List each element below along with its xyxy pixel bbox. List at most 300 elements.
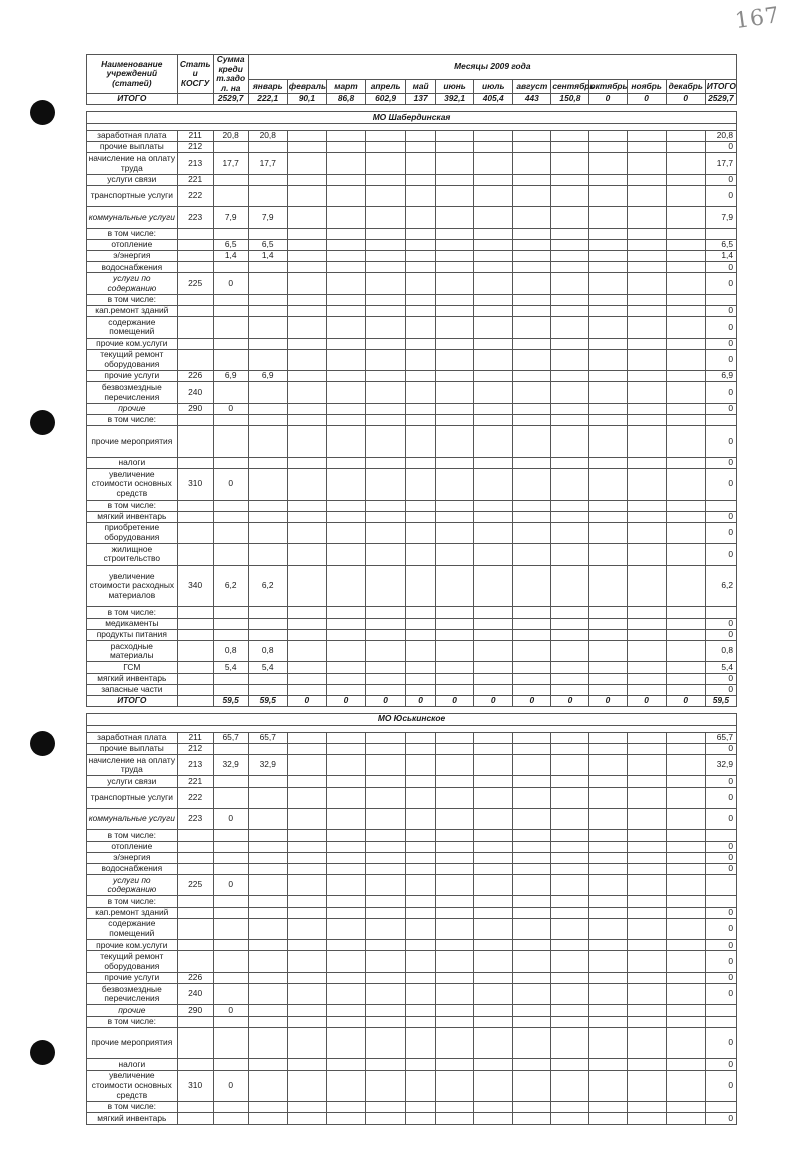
row-month-empty	[666, 830, 705, 841]
row-name: заработная плата	[87, 130, 178, 141]
row-month-empty	[666, 185, 705, 206]
row-month-empty	[406, 841, 436, 852]
table-row	[87, 371, 737, 382]
row-month-empty	[366, 629, 406, 640]
row-month-empty	[666, 294, 705, 305]
row-month-empty	[627, 294, 666, 305]
table-row	[87, 662, 737, 673]
row-month-empty	[406, 273, 436, 294]
section-total-month: 0	[627, 695, 666, 706]
spacer-row	[87, 725, 737, 732]
row-total: 0	[705, 673, 736, 684]
row-code: 222	[177, 185, 213, 206]
row-month-empty	[406, 896, 436, 907]
row-month-empty	[551, 754, 589, 775]
month-header: январь	[248, 80, 287, 94]
table-row	[87, 273, 737, 294]
punch-hole	[30, 410, 55, 435]
table-row	[87, 403, 737, 414]
row-month-empty	[326, 207, 365, 228]
row-month-empty	[287, 1113, 326, 1124]
row-month-empty	[474, 907, 513, 918]
row-total: 0,8	[705, 641, 736, 662]
row-month-empty	[627, 228, 666, 239]
row-month-empty	[474, 371, 513, 382]
table-row	[87, 522, 737, 543]
row-month-empty	[513, 875, 551, 896]
row-jan	[248, 896, 287, 907]
row-month-empty	[589, 1027, 627, 1059]
row-month-empty	[513, 607, 551, 618]
row-month-empty	[513, 522, 551, 543]
row-month-empty	[436, 863, 474, 874]
row-month-empty	[366, 808, 406, 829]
row-debt: 5,4	[213, 662, 248, 673]
row-month-empty	[287, 468, 326, 500]
row-month-empty	[627, 565, 666, 607]
row-debt: 6,2	[213, 565, 248, 607]
row-month-empty	[474, 273, 513, 294]
row-month-empty	[627, 511, 666, 522]
row-month-empty	[366, 830, 406, 841]
row-month-empty	[551, 457, 589, 468]
row-month-empty	[326, 662, 365, 673]
row-name: транспортные услуги	[87, 185, 178, 206]
row-total: 0	[705, 684, 736, 695]
row-month-empty	[627, 544, 666, 565]
row-month-empty	[589, 940, 627, 951]
row-month-empty	[666, 468, 705, 500]
row-jan	[248, 185, 287, 206]
row-month-empty	[513, 403, 551, 414]
section-total-label: ИТОГО	[87, 695, 178, 706]
row-month-empty	[513, 732, 551, 743]
row-total: 1,4	[705, 251, 736, 262]
row-code	[177, 684, 213, 695]
row-month-empty	[326, 251, 365, 262]
row-jan	[248, 607, 287, 618]
row-code	[177, 511, 213, 522]
row-total: 0	[705, 142, 736, 153]
row-month-empty	[666, 565, 705, 607]
row-name: налоги	[87, 457, 178, 468]
month-header: август	[513, 80, 551, 94]
row-total: 65,7	[705, 732, 736, 743]
row-month-empty	[326, 1070, 365, 1102]
row-month-empty	[666, 338, 705, 349]
row-jan	[248, 1102, 287, 1113]
row-month-empty	[366, 918, 406, 939]
row-month-empty	[551, 618, 589, 629]
row-month-empty	[551, 875, 589, 896]
row-name: текущий ремонт оборудования	[87, 349, 178, 370]
row-name: мягкий инвентарь	[87, 511, 178, 522]
row-month-empty	[366, 273, 406, 294]
row-code	[177, 426, 213, 458]
grand-total-month: 222,1	[248, 94, 287, 105]
row-month-empty	[287, 863, 326, 874]
row-month-empty	[627, 338, 666, 349]
row-month-empty	[666, 403, 705, 414]
row-jan	[248, 1016, 287, 1027]
row-debt: 0,8	[213, 641, 248, 662]
row-month-empty	[287, 673, 326, 684]
row-debt	[213, 349, 248, 370]
row-month-empty	[436, 875, 474, 896]
row-month-empty	[287, 273, 326, 294]
row-month-empty	[589, 294, 627, 305]
row-month-empty	[589, 1113, 627, 1124]
spacer-row	[87, 123, 737, 130]
row-month-empty	[513, 228, 551, 239]
row-month-empty	[287, 918, 326, 939]
row-total: 0	[705, 317, 736, 338]
row-code	[177, 251, 213, 262]
table-row	[87, 1016, 737, 1027]
row-month-empty	[513, 457, 551, 468]
row-month-empty	[627, 743, 666, 754]
row-month-empty	[406, 1102, 436, 1113]
row-month-empty	[406, 852, 436, 863]
row-month-empty	[287, 349, 326, 370]
row-name: приобретение оборудования	[87, 522, 178, 543]
row-total: 0	[705, 918, 736, 939]
row-month-empty	[589, 382, 627, 403]
row-month-empty	[406, 522, 436, 543]
budget-table	[86, 54, 737, 1125]
row-month-empty	[366, 185, 406, 206]
row-debt: 32,9	[213, 754, 248, 775]
row-month-empty	[474, 743, 513, 754]
row-month-empty	[513, 565, 551, 607]
table-row	[87, 629, 737, 640]
row-month-empty	[326, 544, 365, 565]
row-month-empty	[326, 684, 365, 695]
row-debt	[213, 863, 248, 874]
row-jan	[248, 511, 287, 522]
row-month-empty	[436, 776, 474, 787]
row-code: 290	[177, 1005, 213, 1016]
row-month-empty	[666, 207, 705, 228]
row-month-empty	[551, 841, 589, 852]
row-code	[177, 830, 213, 841]
section-total-month: 0	[551, 695, 589, 706]
row-code	[177, 618, 213, 629]
month-header: октябрь	[589, 80, 627, 94]
row-month-empty	[666, 983, 705, 1004]
row-month-empty	[436, 830, 474, 841]
row-month-empty	[366, 684, 406, 695]
row-month-empty	[513, 426, 551, 458]
row-name: прочие мероприятия	[87, 1027, 178, 1059]
table-row	[87, 1005, 737, 1016]
row-jan	[248, 629, 287, 640]
row-name: услуги связи	[87, 776, 178, 787]
row-month-empty	[406, 1059, 436, 1070]
row-month-empty	[627, 940, 666, 951]
table-row	[87, 918, 737, 939]
row-month-empty	[551, 426, 589, 458]
row-code	[177, 1102, 213, 1113]
row-month-empty	[627, 618, 666, 629]
row-month-empty	[406, 142, 436, 153]
row-month-empty	[406, 174, 436, 185]
row-month-empty	[474, 153, 513, 174]
row-month-empty	[589, 251, 627, 262]
row-month-empty	[436, 983, 474, 1004]
table-row	[87, 673, 737, 684]
row-month-empty	[326, 273, 365, 294]
row-debt: 0	[213, 875, 248, 896]
row-month-empty	[551, 673, 589, 684]
row-month-empty	[366, 1113, 406, 1124]
row-month-empty	[551, 468, 589, 500]
row-total: 0	[705, 403, 736, 414]
row-month-empty	[666, 618, 705, 629]
row-name: начисление на оплату труда	[87, 153, 178, 174]
row-month-empty	[589, 349, 627, 370]
row-name: прочие ком.услуги	[87, 338, 178, 349]
row-jan	[248, 349, 287, 370]
row-month-empty	[287, 174, 326, 185]
row-total: 0	[705, 1070, 736, 1102]
row-month-empty	[666, 511, 705, 522]
row-month-empty	[627, 174, 666, 185]
row-total: 0	[705, 457, 736, 468]
row-month-empty	[513, 852, 551, 863]
row-month-empty	[326, 875, 365, 896]
row-debt	[213, 607, 248, 618]
row-month-empty	[366, 1005, 406, 1016]
row-month-empty	[513, 306, 551, 317]
row-total: 5,4	[705, 662, 736, 673]
table-row	[87, 776, 737, 787]
row-month-empty	[513, 618, 551, 629]
row-month-empty	[436, 618, 474, 629]
row-month-empty	[666, 641, 705, 662]
row-month-empty	[326, 500, 365, 511]
row-month-empty	[436, 207, 474, 228]
row-debt	[213, 983, 248, 1004]
table-row	[87, 457, 737, 468]
row-jan	[248, 382, 287, 403]
month-header: март	[326, 80, 365, 94]
row-month-empty	[627, 468, 666, 500]
row-debt	[213, 918, 248, 939]
row-debt	[213, 972, 248, 983]
row-debt: 7,9	[213, 207, 248, 228]
section-total-month: 0	[513, 695, 551, 706]
grand-total-month: 0	[589, 94, 627, 105]
row-month-empty	[513, 684, 551, 695]
row-name: мягкий инвентарь	[87, 1113, 178, 1124]
row-month-empty	[366, 787, 406, 808]
table-row	[87, 382, 737, 403]
row-month-empty	[436, 1102, 474, 1113]
row-month-empty	[513, 863, 551, 874]
row-month-empty	[406, 863, 436, 874]
row-jan	[248, 338, 287, 349]
row-code: 211	[177, 732, 213, 743]
row-month-empty	[474, 349, 513, 370]
row-debt: 0	[213, 468, 248, 500]
row-month-empty	[287, 830, 326, 841]
row-month-empty	[513, 1070, 551, 1102]
section-total-month: 59,5	[705, 695, 736, 706]
row-month-empty	[589, 565, 627, 607]
row-code: 226	[177, 371, 213, 382]
row-month-empty	[551, 852, 589, 863]
row-month-empty	[589, 544, 627, 565]
row-month-empty	[513, 629, 551, 640]
row-total: 0	[705, 262, 736, 273]
table-row	[87, 1070, 737, 1102]
table-row	[87, 142, 737, 153]
row-month-empty	[474, 403, 513, 414]
row-month-empty	[666, 1113, 705, 1124]
row-month-empty	[287, 382, 326, 403]
row-month-empty	[406, 684, 436, 695]
table-row	[87, 500, 737, 511]
row-month-empty	[589, 306, 627, 317]
row-month-empty	[287, 607, 326, 618]
month-header: ИТОГО	[705, 80, 736, 94]
row-debt	[213, 907, 248, 918]
row-month-empty	[287, 228, 326, 239]
row-debt	[213, 940, 248, 951]
row-month-empty	[287, 776, 326, 787]
table-row	[87, 1027, 737, 1059]
row-month-empty	[326, 863, 365, 874]
row-month-empty	[474, 457, 513, 468]
row-jan	[248, 918, 287, 939]
table-row	[87, 684, 737, 695]
row-month-empty	[666, 684, 705, 695]
row-month-empty	[366, 607, 406, 618]
row-month-empty	[474, 262, 513, 273]
row-month-empty	[366, 414, 406, 425]
row-code	[177, 1113, 213, 1124]
row-month-empty	[589, 338, 627, 349]
row-debt: 0	[213, 808, 248, 829]
row-debt	[213, 743, 248, 754]
row-month-empty	[666, 918, 705, 939]
row-name: прочие ком.услуги	[87, 940, 178, 951]
row-month-empty	[436, 852, 474, 863]
row-month-empty	[406, 251, 436, 262]
row-month-empty	[666, 776, 705, 787]
row-month-empty	[436, 185, 474, 206]
month-header: ноябрь	[627, 80, 666, 94]
row-month-empty	[287, 1102, 326, 1113]
row-month-empty	[627, 500, 666, 511]
row-month-empty	[666, 907, 705, 918]
row-month-empty	[436, 174, 474, 185]
row-month-empty	[513, 896, 551, 907]
row-code	[177, 841, 213, 852]
row-month-empty	[551, 228, 589, 239]
row-month-empty	[551, 918, 589, 939]
row-month-empty	[326, 852, 365, 863]
row-code	[177, 317, 213, 338]
row-month-empty	[513, 500, 551, 511]
row-month-empty	[513, 511, 551, 522]
row-month-empty	[474, 830, 513, 841]
row-month-empty	[366, 251, 406, 262]
table-row	[87, 565, 737, 607]
row-month-empty	[406, 414, 436, 425]
row-month-empty	[589, 228, 627, 239]
row-month-empty	[406, 500, 436, 511]
row-month-empty	[474, 522, 513, 543]
row-name: прочие выплаты	[87, 142, 178, 153]
row-month-empty	[474, 673, 513, 684]
row-month-empty	[287, 852, 326, 863]
row-code: 340	[177, 565, 213, 607]
section-total-month: 59,5	[248, 695, 287, 706]
row-month-empty	[366, 732, 406, 743]
row-month-empty	[666, 951, 705, 972]
row-month-empty	[326, 239, 365, 250]
row-month-empty	[474, 754, 513, 775]
row-month-empty	[326, 174, 365, 185]
row-month-empty	[551, 522, 589, 543]
row-month-empty	[406, 732, 436, 743]
row-month-empty	[326, 629, 365, 640]
row-code	[177, 338, 213, 349]
row-month-empty	[666, 732, 705, 743]
table-row	[87, 426, 737, 458]
table-row	[87, 618, 737, 629]
table-row	[87, 153, 737, 174]
row-total: 0	[705, 629, 736, 640]
row-month-empty	[436, 907, 474, 918]
row-month-empty	[666, 426, 705, 458]
row-name: услуги по содержанию	[87, 273, 178, 294]
row-month-empty	[589, 907, 627, 918]
row-month-empty	[474, 185, 513, 206]
row-month-empty	[589, 972, 627, 983]
row-debt	[213, 294, 248, 305]
row-month-empty	[326, 457, 365, 468]
row-month-empty	[474, 1102, 513, 1113]
header-debt: Сумма креди т.задо л. на	[213, 55, 248, 94]
row-month-empty	[513, 918, 551, 939]
row-month-empty	[326, 468, 365, 500]
row-month-empty	[366, 142, 406, 153]
row-month-empty	[627, 673, 666, 684]
punch-hole	[30, 100, 55, 125]
row-month-empty	[474, 1070, 513, 1102]
row-month-empty	[627, 457, 666, 468]
row-month-empty	[326, 382, 365, 403]
row-month-empty	[436, 918, 474, 939]
row-jan	[248, 468, 287, 500]
row-month-empty	[627, 1059, 666, 1070]
row-month-empty	[436, 743, 474, 754]
row-month-empty	[366, 841, 406, 852]
row-code: 221	[177, 174, 213, 185]
row-month-empty	[513, 662, 551, 673]
row-month-empty	[436, 414, 474, 425]
row-month-empty	[474, 500, 513, 511]
table-row	[87, 349, 737, 370]
header-months-title: Месяцы 2009 года	[248, 55, 736, 80]
row-month-empty	[436, 382, 474, 403]
row-month-empty	[366, 306, 406, 317]
section-total-month: 0	[474, 695, 513, 706]
row-month-empty	[666, 500, 705, 511]
